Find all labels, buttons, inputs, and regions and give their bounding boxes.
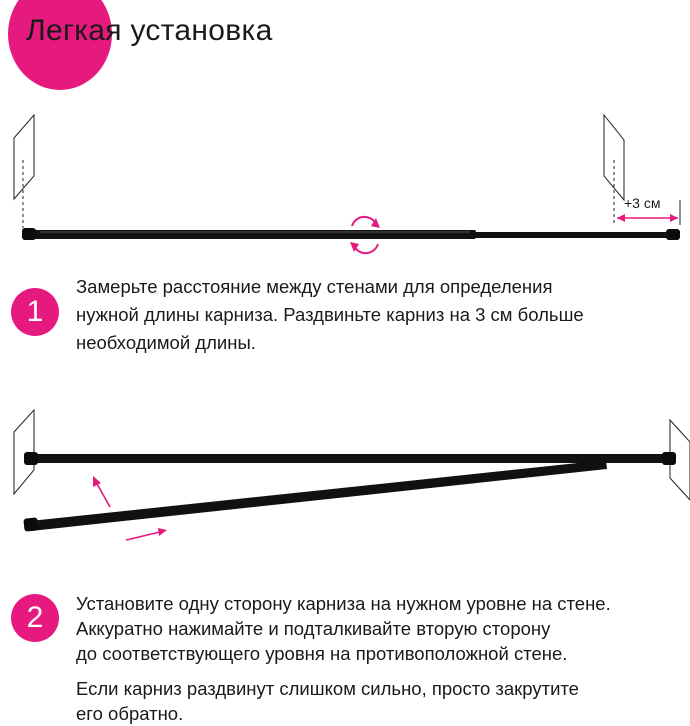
step-2-line: Установите одну сторону карниза на нужном уровне на стене. bbox=[76, 593, 611, 614]
rod-wide-tube bbox=[24, 230, 476, 239]
measure-label: +3 см bbox=[624, 195, 661, 211]
step-2-text bbox=[76, 591, 611, 726]
right-wall-plate bbox=[604, 115, 624, 200]
step-2-line: до соответствующего уровня на противоположной стене. bbox=[76, 643, 568, 664]
page-title: Легкая установка bbox=[26, 14, 273, 47]
rod-narrow-tube bbox=[474, 232, 670, 238]
step-1-line: необходимой длины. bbox=[76, 332, 256, 353]
rod-right-cap bbox=[666, 229, 680, 240]
step-1-line: Замерьте расстояние между стенами для определения bbox=[76, 276, 553, 297]
rod-left-cap bbox=[22, 228, 36, 240]
step-1-line: нужной длины карниза. Раздвиньте карниз на 3 см больше bbox=[76, 304, 584, 325]
step-1-text bbox=[76, 273, 584, 357]
step-2-note-line: Если карниз раздвинут слишком сильно, просто закрутите bbox=[76, 678, 579, 699]
step-2-line: Аккуратно нажимайте и подталкивайте вторую сторону bbox=[76, 618, 551, 639]
step-1-number: 1 bbox=[11, 288, 59, 336]
step-2-note-line: его обратно. bbox=[76, 703, 184, 724]
step-2-number: 2 bbox=[11, 594, 59, 642]
left-wall-plate bbox=[14, 115, 34, 199]
